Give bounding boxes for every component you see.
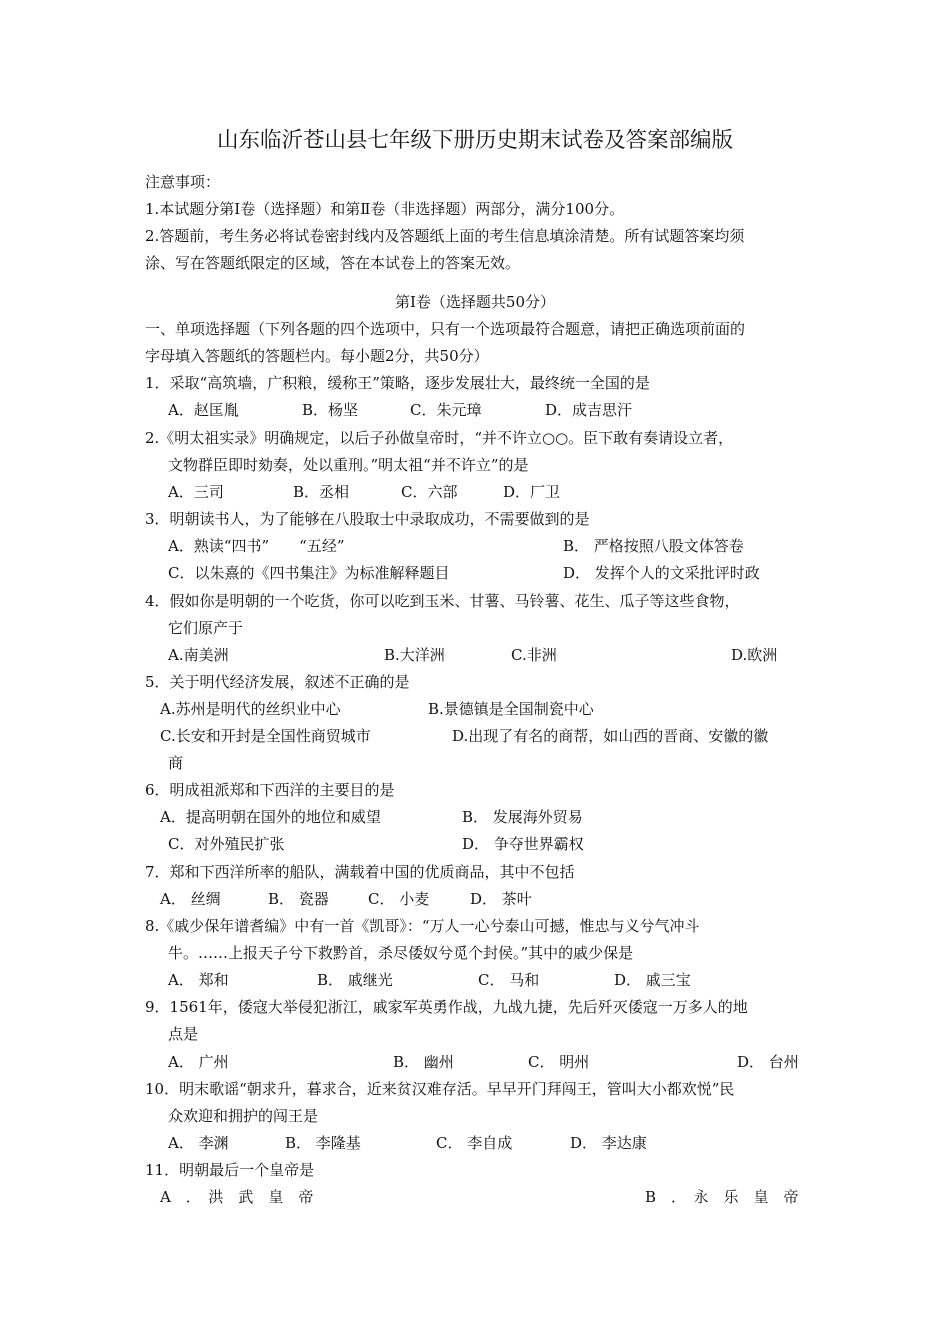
question-8-stem-line-1: 8.《戚少保年谱耆编》中有一首《凯哥》：“万人一心兮泰山可撼，惟忠与义兮气冲斗 [145,917,700,935]
question-6-option-b: B． 发展海外贸易 [462,808,583,826]
question-4-option-c: C.非洲 [511,646,557,664]
question-2-stem-line-2: 文物群臣即时劾奏，处以重刑。”明太祖“并不许立”的是 [168,456,529,474]
question-2-stem-line-1: 2.《明太祖实录》明确规定，以后子孙做皇帝时，“并不许立○○。臣下敢有奏请设立者， [145,429,734,447]
question-5-option-b: B.景德镇是全国制瓷中心 [428,700,594,718]
question-1-option-c: C．朱元璋 [410,401,482,419]
question-10-stem-line-2: 众欢迎和拥护的闯王是 [168,1107,319,1125]
question-8-option-d: D． 戚三宝 [614,971,691,989]
question-11-option-a: A ． 洪 武 皇 帝 [160,1188,314,1206]
question-8-stem-line-2: 牛。……上报天子兮下救黔首，杀尽倭奴兮觅个封侯。”其中的戚少保是 [168,944,634,962]
question-4-option-a: A.南美洲 [168,646,229,664]
question-10-option-c: C． 李自成 [436,1134,513,1152]
question-3-stem: 3．明朝读书人，为了能够在八股取士中录取成功，不需要做到的是 [145,510,590,528]
question-11-option-b: B ． 永 乐 皇 帝 [645,1188,799,1206]
question-5-stem: 5．关于明代经济发展，叙述不正确的是 [145,673,410,691]
question-7-option-b: B． 瓷器 [268,890,329,908]
question-6-option-c: C．对外殖民扩张 [168,835,285,853]
question-1-option-a: A．赵匡胤 [168,401,239,419]
question-2-option-d: D．厂卫 [503,483,561,501]
question-5-option-a: A.苏州是明代的丝织业中心 [160,700,341,718]
question-7-option-a: A． 丝绸 [160,890,221,908]
question-7-option-d: D． 茶叶 [470,890,532,908]
notice-item-2-line-2: 涂、写在答题纸限定的区域，答在本试卷上的答案无效。 [145,254,521,272]
question-9-option-d: D． 台州 [737,1053,799,1071]
notice-item-1: 1.本试题分第Ⅰ卷（选择题）和第Ⅱ卷（非选择题）两部分，满分100分。 [145,200,625,218]
question-1-option-b: B．杨坚 [302,401,359,419]
notice-item-2-line-1: 2.答题前，考生务必将试卷密封线内及答题纸上面的考生信息填涂清楚。所有试题答案均须 [145,227,745,245]
question-5-option-c: C.长安和开封是全国性商贸城市 [160,727,371,745]
question-8-option-a: A． 郑和 [168,971,229,989]
question-6-option-d: D． 争夺世界霸权 [462,835,584,853]
question-10-option-d: D． 李达康 [570,1134,647,1152]
question-2-option-b: B．丞相 [293,483,350,501]
question-4-stem-line-1: 4．假如你是明朝的一个吃货，你可以吃到玉米、甘薯、马铃薯、花生、瓜子等这些食物， [145,592,740,610]
question-4-stem-line-2: 它们原产于 [168,619,244,637]
question-4-option-b: B.大洋洲 [384,646,445,664]
question-1-stem: 1．采取“高筑墙，广积粮，缓称王”策略，逐步发展壮大，最终统一全国的是 [145,374,650,392]
question-5-option-d-line-2: 商 [168,754,184,772]
question-11-stem: 11．明朝最后一个皇帝是 [145,1161,315,1179]
question-6-stem: 6．明成祖派郑和下西洋的主要目的是 [145,781,395,799]
question-4-option-d: D.欧洲 [731,646,778,664]
question-9-option-a: A． 广州 [168,1053,229,1071]
part-one-instructions-line-1: 一、单项选择题（下列各题的四个选项中，只有一个选项最符合题意，请把正确选项前面的 [145,320,746,338]
question-5-option-d-line-1: D.出现了有名的商帮，如山西的晋商、安徽的徽 [452,727,769,745]
question-7-stem: 7．郑和下西洋所率的船队，满载着中国的优质商品，其中不包括 [145,863,575,881]
question-3-option-c: C．以朱熹的《四书集注》为标准解释题目 [168,564,450,582]
question-8-option-b: B． 戚继光 [317,971,393,989]
notice-heading: 注意事项： [145,173,221,191]
question-9-option-b: B． 幽州 [393,1053,454,1071]
question-3-option-b: B． 严格按照八股文体答卷 [563,537,744,555]
question-2-option-a: A．三司 [168,483,224,501]
part-one-instructions-line-2: 字母填入答题纸的答题栏内。每小题2分，共50分） [145,347,489,365]
question-1-option-d: D．成吉思汗 [545,401,633,419]
question-7-option-c: C． 小麦 [368,890,430,908]
question-3-option-a: A．熟读“四书” “五经” [168,537,345,555]
question-9-option-c: C． 明州 [528,1053,590,1071]
question-3-option-d: D． 发挥个人的文采批评时政 [563,564,760,582]
question-9-stem-line-1: 9．1561年，倭寇大举侵犯浙江，戚家军英勇作战，九战九捷，先后歼灭倭寇一万多人的地 [145,998,748,1016]
document-title: 山东临沂苍山县七年级下册历史期末试卷及答案部编版 [216,128,733,153]
section-title: 第Ⅰ卷（选择题共50分） [394,293,555,311]
question-10-option-b: B． 李隆基 [285,1134,361,1152]
question-10-option-a: A． 李渊 [168,1134,229,1152]
question-10-stem-line-1: 10．明末歌谣“朝求升，暮求合，近来贫汉难存活。早早开门拜闯王，管叫大小都欢悦”民 [145,1080,735,1098]
question-8-option-c: C． 马和 [478,971,540,989]
question-9-stem-line-2: 点是 [168,1025,199,1043]
question-2-option-c: C．六部 [401,483,458,501]
question-6-option-a: A．提高明朝在国外的地位和威望 [160,808,381,826]
